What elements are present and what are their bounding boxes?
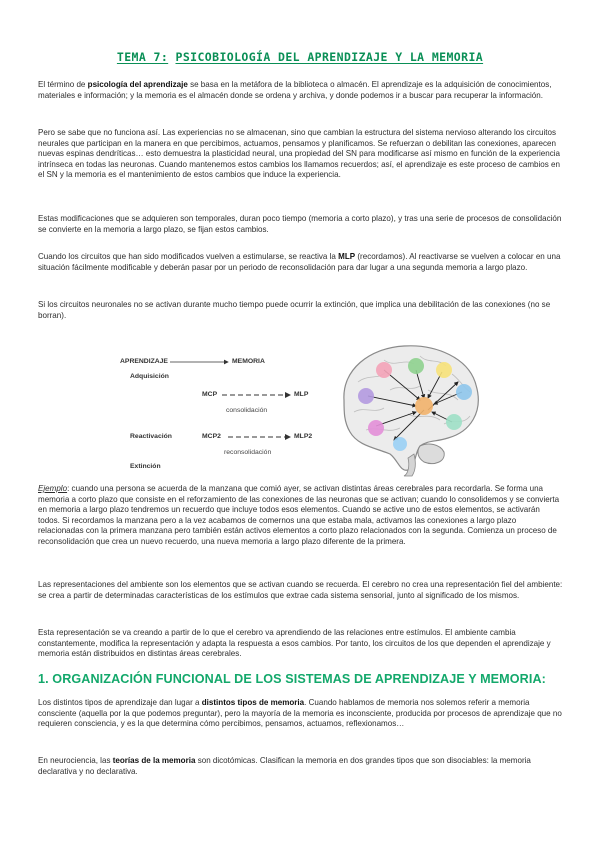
paragraph-9 [38, 698, 564, 730]
p1-bold: psicología del aprendizaje [87, 80, 188, 89]
p9-text-a: Los distintos tipos de aprendizaje dan lugar a [38, 698, 202, 707]
paragraph-4 [38, 252, 564, 273]
label-mcp: MCP [202, 391, 218, 398]
label-mlp2: MLP2 [294, 433, 313, 440]
title-text: PSICOBIOLOGÍA DEL APRENDIZAJE Y LA MEMORIA [175, 50, 484, 64]
label-consolidacion: consolidación [226, 407, 268, 414]
page-title [0, 50, 600, 64]
p10-text-a: En neurociencia, las [38, 756, 113, 765]
p10-text-b: son dicotómicas. Clasifican la memoria en dos grandes tipos que son disociables: la memoria declarativa y no declarativa. [38, 756, 531, 776]
p9-text-b: . Cuando hablamos de memoria nos solemos referir a memoria consciente (aquella por la que podemos preguntar), pero la mayoría de la memoria es inconsciente, producida por procesos de aprendizaje que no requieren consciencia, y es la que determina cómo percibimos, pensamos, actuamos, reflexionamos… [38, 698, 562, 729]
label-adquisicion: Adquisición [130, 373, 169, 380]
label-extincion: Extinción [130, 463, 161, 470]
paragraph-5: Si los circuitos neuronales no se activan durante mucho tiempo puede ocurrir la extinción, que implica una debilitación de las conexiones (no se borran). [38, 300, 551, 320]
paragraph-10 [38, 756, 564, 777]
paragraph-3: Estas modificaciones que se adquieren son temporales, duran poco tiempo (memoria a corto plazo), y tras una serie de procesos de consolidación se convierte en la memoria a largo plazo, se fijan estos cambios. [38, 214, 562, 234]
label-mcp2: MCP2 [202, 433, 221, 440]
memory-flow-diagram [118, 330, 318, 478]
paragraph-8: Esta representación se va creando a partir de lo que el cerebro va aprendiendo de las relaciones entre estímulos. El ambiente cambia constantemente, modifica la representación y adapta la respuesta a esos cambios. Por tanto, los circuitos de los que dependen el aprendizaje y memoria están distribuidos en distintas áreas cerebrales. [38, 628, 551, 659]
paragraph-6 [38, 484, 564, 547]
cerebellum [418, 444, 444, 464]
label-reconsolidacion: reconsolidación [224, 449, 272, 456]
label-memoria: MEMORIA [232, 358, 265, 365]
brain-illustration [324, 330, 488, 478]
paragraph-2: Pero se sabe que no funciona así. Las experiencias no se almacenan, sino que cambian la estructura del sistema nervioso alterando los circuitos neurales que participan en la manera en que percibimos, actuamos, pensamos y planificamos. Se refuerzan o debilitan las conexiones, aparecen nuevas espinas dendríticas… esto demuestra la plasticidad neural, una propiedad del SN para modificarse así mismo en función de la experiencia intrínseca en todas las neuronas. Cuando mantenemos estos cambios los llamamos recuerdos; así, el aprendizaje es este proceso de cambios en el SN y la memoria es el mantenimiento de estos cambios que induce la experiencia. [38, 128, 561, 180]
p4-text-a: Cuando los circuitos que han sido modificados vuelven a estimularse, se reactiva la [38, 252, 339, 261]
flow-arrows [118, 330, 318, 478]
p10-bold: teorías de la memoria [112, 756, 196, 765]
p1-text-a: El término de [38, 80, 88, 89]
label-aprendizaje: APRENDIZAJE [120, 358, 168, 365]
paragraph-7: Las representaciones del ambiente son los elementos que se activan cuando se recuerda. El cerebro no crea una representación fiel del ambiente: se crea a partir de determinadas características de los estímulos que extrae cada sistema sensorial, junto al significado de los mismos. [38, 580, 563, 600]
p4-bold: MLP [338, 252, 356, 261]
paragraph-1 [38, 80, 564, 101]
p9-bold: distintos tipos de memoria [201, 698, 305, 707]
label-reactivacion: Reactivación [130, 433, 172, 440]
p6-text: : cuando una persona se acuerda de la manzana que comió ayer, se activan distintas áreas cerebrales para recordarla. Se forma una memoria a corto plazo que consiste en el reforzamiento de las conexiones de las neuronas que se activan; cuando lo consolidemos y se convierta en memoria a largo plazo tendremos un recuerdo que incluye todos esos elementos. Cuando se active uno de estos elementos, se activarán todos. Si recordamos la manzana pero a la vez acabamos de comernos una que estaba mala, activamos las conexiones a largo plazo relacionadas con la primera manzana pero también están activos elementos a corto plazo relacionados con la segunda. Comienza un proceso de reconsolidación que crea un nuevo recuerdo, una nueva memoria a largo plazo diferente de la primera. [38, 484, 560, 546]
title-prefix: TEMA 7: [116, 50, 169, 64]
section-heading: 1. ORGANIZACIÓN FUNCIONAL DE LOS SISTEMAS DE APRENDIZAJE Y MEMORIA: [38, 672, 546, 686]
p6-example-label: Ejemplo [38, 484, 68, 493]
label-mlp: MLP [294, 391, 309, 398]
memory-figure [118, 330, 488, 478]
p1-text-b: se basa en la metáfora de la biblioteca o almacén. El aprendizaje es la adquisición de conocimientos, materiales e información; y la memoria es el almacén donde se ordena y archiva, y donde podemos ir a buscar para recuperar la información. [38, 80, 552, 100]
p4-text-b: (recordamos). Al reactivarse se vuelven a colocar en una situación fácilmente modificable y deberán pasar por un periodo de reconsolidación para dar lugar a una segunda memoria a largo plazo. [38, 252, 561, 272]
